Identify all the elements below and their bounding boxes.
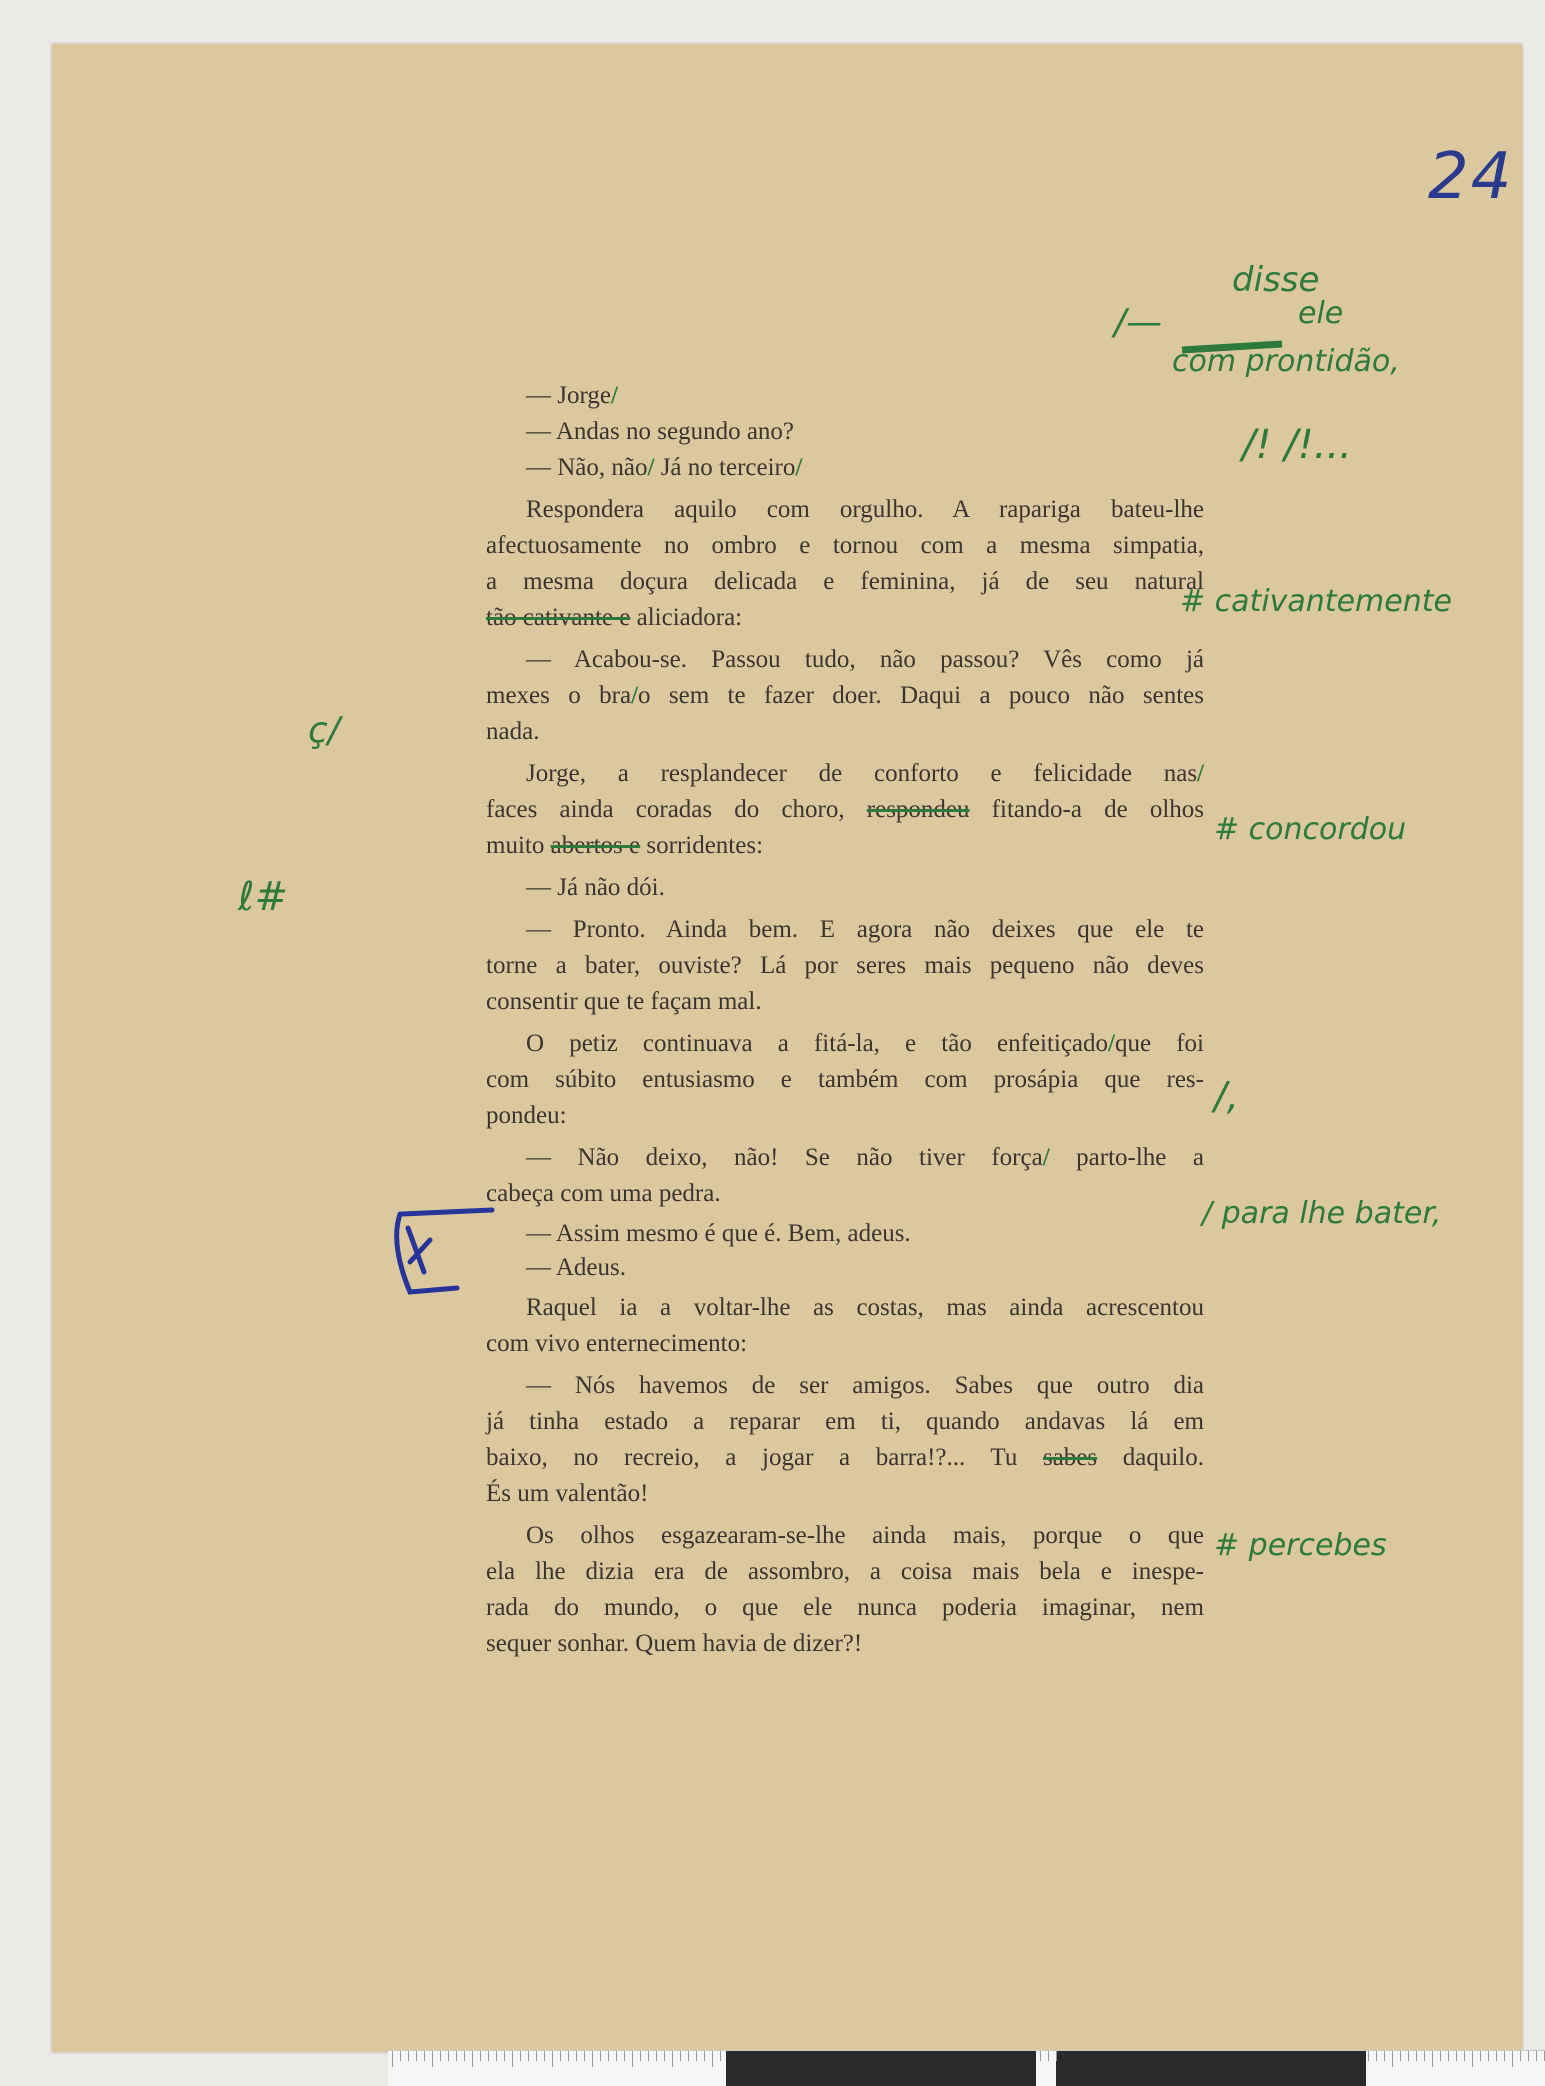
- page-number: 24: [1428, 140, 1514, 214]
- ruler-tick: [392, 2051, 393, 2067]
- ruler-block: [726, 2051, 1036, 2086]
- ruler-tick: [600, 2051, 601, 2061]
- ruler-tick: [1424, 2051, 1425, 2061]
- text-segment: — Andas no segundo ano?: [526, 418, 795, 445]
- ruler-tick: [1040, 2051, 1041, 2061]
- ruler-tick: [1432, 2051, 1433, 2067]
- text-line: [486, 566, 1204, 598]
- ruler-tick: [464, 2051, 465, 2061]
- ruler-tick: [1536, 2051, 1537, 2061]
- text-segment: daquilo.: [1097, 1444, 1204, 1471]
- ruler-tick: [528, 2051, 529, 2061]
- text-segment: cabeça com uma pedra.: [486, 1180, 721, 1207]
- ruler-tick: [1528, 2051, 1529, 2061]
- text-segment: — Assim mesmo é que é. Bem, adeus.: [526, 1220, 911, 1247]
- text-line: [486, 716, 1204, 748]
- ruler-tick: [568, 2051, 569, 2061]
- text-line: [486, 494, 1204, 526]
- text-line: [486, 1292, 1204, 1324]
- text-line: [486, 416, 1204, 448]
- text-segment: pondeu:: [486, 1102, 567, 1129]
- ruler-tick: [664, 2051, 665, 2061]
- ruler-tick: [552, 2051, 553, 2067]
- text-line: [486, 1478, 1204, 1510]
- text-line: [486, 1556, 1204, 1588]
- ruler-tick: [504, 2051, 505, 2061]
- text-line: [486, 986, 1204, 1018]
- ruler-tick: [1048, 2051, 1049, 2061]
- scale-ruler: [388, 2050, 1545, 2086]
- ruler-tick: [632, 2051, 633, 2067]
- correction-mark: /: [1197, 760, 1204, 787]
- text-line: [486, 872, 1204, 904]
- ruler-tick: [712, 2051, 713, 2067]
- text-segment: aliciadora:: [630, 604, 743, 631]
- text-segment: — Pronto. Ainda bem. E agora não deixes que ele te: [526, 916, 1204, 943]
- text-line: [486, 644, 1204, 676]
- ruler-tick: [416, 2051, 417, 2061]
- text-line: [486, 380, 1204, 412]
- text-segment: afectuosamente no ombro e tornou com a mesma simpatia,: [486, 532, 1204, 559]
- text-segment: fitando-a de olhos: [969, 796, 1204, 823]
- note-dash: /—: [1114, 302, 1163, 343]
- struck-text: sabes: [1042, 1444, 1098, 1471]
- text-segment: sequer sonhar. Quem havia de dizer?!: [486, 1630, 863, 1657]
- left-note-hash: ℓ#: [238, 874, 289, 920]
- correction-mark: /: [610, 382, 618, 409]
- text-segment: O petiz continuava a fitá-la, e tão enfeitiçado: [526, 1030, 1109, 1057]
- text-line: [486, 1064, 1204, 1096]
- text-line: [486, 1442, 1204, 1474]
- text-segment: Respondera aquilo com orgulho. A rapariga bateu-lhe: [526, 496, 1204, 523]
- note-para-lhe-bater: / para lhe bater,: [1202, 1196, 1442, 1231]
- text-line: [486, 1142, 1204, 1174]
- ruler-tick: [408, 2051, 409, 2061]
- text-segment: a mesma doçura delicada e feminina, já de seu natural: [486, 568, 1204, 595]
- note-concordou: # concordou: [1214, 812, 1407, 847]
- ruler-tick: [1448, 2051, 1449, 2061]
- text-line: [486, 950, 1204, 982]
- blue-bracket-mark: [397, 1210, 492, 1292]
- ruler-tick: [400, 2051, 401, 2061]
- text-segment: Já no terceiro: [654, 454, 796, 481]
- ruler-tick: [448, 2051, 449, 2061]
- ruler-tick: [472, 2051, 473, 2067]
- ruler-tick: [720, 2051, 721, 2061]
- text-line: [486, 602, 1204, 634]
- ruler-tick: [680, 2051, 681, 2061]
- text-segment: parto-lhe a: [1049, 1144, 1204, 1171]
- text-segment: rada do mundo, o que ele nunca poderia imaginar, nem: [486, 1594, 1204, 1621]
- text-line: [486, 1028, 1204, 1060]
- ruler-tick: [624, 2051, 625, 2061]
- text-segment: que foi: [1114, 1030, 1204, 1057]
- ruler-tick: [1368, 2051, 1369, 2061]
- ruler-tick: [432, 2051, 433, 2067]
- text-line: [486, 1178, 1204, 1210]
- ruler-tick: [608, 2051, 609, 2061]
- ruler-tick: [1392, 2051, 1393, 2067]
- ruler-block: [1056, 2051, 1366, 2086]
- note-disse: disse: [1232, 260, 1320, 300]
- text-line: [486, 680, 1204, 712]
- ruler-tick: [584, 2051, 585, 2061]
- note-com-prontidao: com prontidão,: [1172, 344, 1400, 379]
- correction-mark: /: [647, 454, 655, 481]
- text-segment: ela lhe dizia era de assombro, a coisa mais bela e inespe-: [486, 1558, 1204, 1585]
- struck-text: tão cativante e: [486, 604, 631, 631]
- ruler-tick: [576, 2051, 577, 2061]
- text-line: [486, 1520, 1204, 1552]
- ruler-tick: [1440, 2051, 1441, 2061]
- text-segment: com súbito entusiasmo e também com prosápia que res-: [486, 1066, 1204, 1093]
- ruler-tick: [672, 2051, 673, 2067]
- ruler-tick: [480, 2051, 481, 2061]
- struck-text: respondeu: [866, 796, 970, 823]
- text-line: [486, 830, 1204, 862]
- ruler-tick: [616, 2051, 617, 2061]
- ruler-tick: [1512, 2051, 1513, 2067]
- ruler-tick: [560, 2051, 561, 2061]
- text-line: [486, 452, 1204, 484]
- ruler-tick: [656, 2051, 657, 2061]
- ruler-tick: [1520, 2051, 1521, 2061]
- text-line: [486, 1628, 1204, 1660]
- text-line: [486, 1592, 1204, 1624]
- text-segment: — Acabou-se. Passou tudo, não passou? Vês como já: [526, 646, 1204, 673]
- text-line: [486, 1218, 1204, 1250]
- ruler-tick: [1376, 2051, 1377, 2061]
- text-segment: — Adeus.: [526, 1254, 626, 1281]
- ruler-tick: [512, 2051, 513, 2067]
- text-segment: torne a bater, ouviste? Lá por seres mais pequeno não deves: [486, 952, 1204, 979]
- text-line: [486, 914, 1204, 946]
- text-line: [486, 530, 1204, 562]
- ruler-tick: [1472, 2051, 1473, 2067]
- correction-mark: /: [631, 682, 639, 709]
- note-ele: ele: [1298, 296, 1344, 331]
- text-segment: sorridentes:: [640, 832, 764, 859]
- ruler-tick: [592, 2051, 593, 2067]
- text-segment: nada.: [486, 718, 540, 745]
- text-segment: o sem te fazer doer. Daqui a pouco não sentes: [638, 682, 1204, 709]
- ruler-tick: [1400, 2051, 1401, 2061]
- correction-mark: /: [1108, 1030, 1115, 1057]
- text-segment: baixo, no recreio, a jogar a barra!?... Tu: [486, 1444, 1043, 1471]
- ruler-tick: [640, 2051, 641, 2061]
- manuscript-page: [52, 44, 1522, 2052]
- ruler-tick: [704, 2051, 705, 2061]
- text-line: [486, 1328, 1204, 1360]
- text-line: [486, 1252, 1204, 1284]
- text-segment: — Não deixo, não! Se não tiver força: [526, 1144, 1043, 1171]
- ruler-tick: [496, 2051, 497, 2061]
- text-segment: com vivo enternecimento:: [486, 1330, 748, 1357]
- struck-text: abertos e: [550, 832, 641, 859]
- text-segment: já tinha estado a reparar em ti, quando andavas lá em: [486, 1408, 1204, 1435]
- ruler-tick: [424, 2051, 425, 2061]
- correction-mark: /: [1042, 1144, 1050, 1171]
- left-note-c-cedilla: ç/: [308, 710, 340, 751]
- ruler-tick: [536, 2051, 537, 2061]
- text-segment: — Jorge: [526, 382, 611, 409]
- text-line: [486, 758, 1204, 790]
- ruler-tick: [1416, 2051, 1417, 2061]
- ruler-tick: [520, 2051, 521, 2061]
- text-segment: consentir que te façam mal.: [486, 988, 762, 1015]
- ruler-tick: [456, 2051, 457, 2061]
- text-segment: mexes o bra: [486, 682, 632, 709]
- text-segment: És um valentão!: [486, 1480, 649, 1507]
- note-exclamations: /! /!...: [1242, 422, 1352, 468]
- ruler-tick: [1408, 2051, 1409, 2061]
- text-segment: — Não, não: [526, 454, 648, 481]
- ruler-tick: [696, 2051, 697, 2061]
- text-segment: Raquel ia a voltar-lhe as costas, mas ainda acrescentou: [526, 1294, 1204, 1321]
- note-cativantemente: # cativantemente: [1180, 584, 1452, 619]
- text-line: [486, 794, 1204, 826]
- ruler-tick: [1464, 2051, 1465, 2061]
- text-segment: Os olhos esgazearam-se-lhe ainda mais, porque o que: [526, 1522, 1204, 1549]
- note-comma: /,: [1214, 1074, 1239, 1118]
- ruler-tick: [1504, 2051, 1505, 2061]
- text-line: [486, 1370, 1204, 1402]
- note-percebes: # percebes: [1214, 1528, 1387, 1563]
- ruler-tick: [488, 2051, 489, 2061]
- correction-mark: /: [795, 454, 803, 481]
- ruler-tick: [1480, 2051, 1481, 2061]
- ruler-tick: [688, 2051, 689, 2061]
- text-segment: muito: [486, 832, 551, 859]
- ruler-tick: [1056, 2051, 1057, 2061]
- text-segment: faces ainda coradas do choro,: [486, 796, 867, 823]
- text-segment: Jorge, a resplandecer de conforto e felicidade nas: [526, 760, 1198, 787]
- text-line: [486, 1100, 1204, 1132]
- ruler-tick: [1384, 2051, 1385, 2061]
- text-line: [486, 1406, 1204, 1438]
- text-segment: — Já não dói.: [526, 874, 665, 901]
- ruler-tick: [1456, 2051, 1457, 2061]
- ruler-tick: [1496, 2051, 1497, 2061]
- text-segment: — Nós havemos de ser amigos. Sabes que outro dia: [526, 1372, 1204, 1399]
- ruler-tick: [1488, 2051, 1489, 2061]
- ruler-tick: [440, 2051, 441, 2061]
- ruler-tick: [544, 2051, 545, 2061]
- ruler-tick: [648, 2051, 649, 2061]
